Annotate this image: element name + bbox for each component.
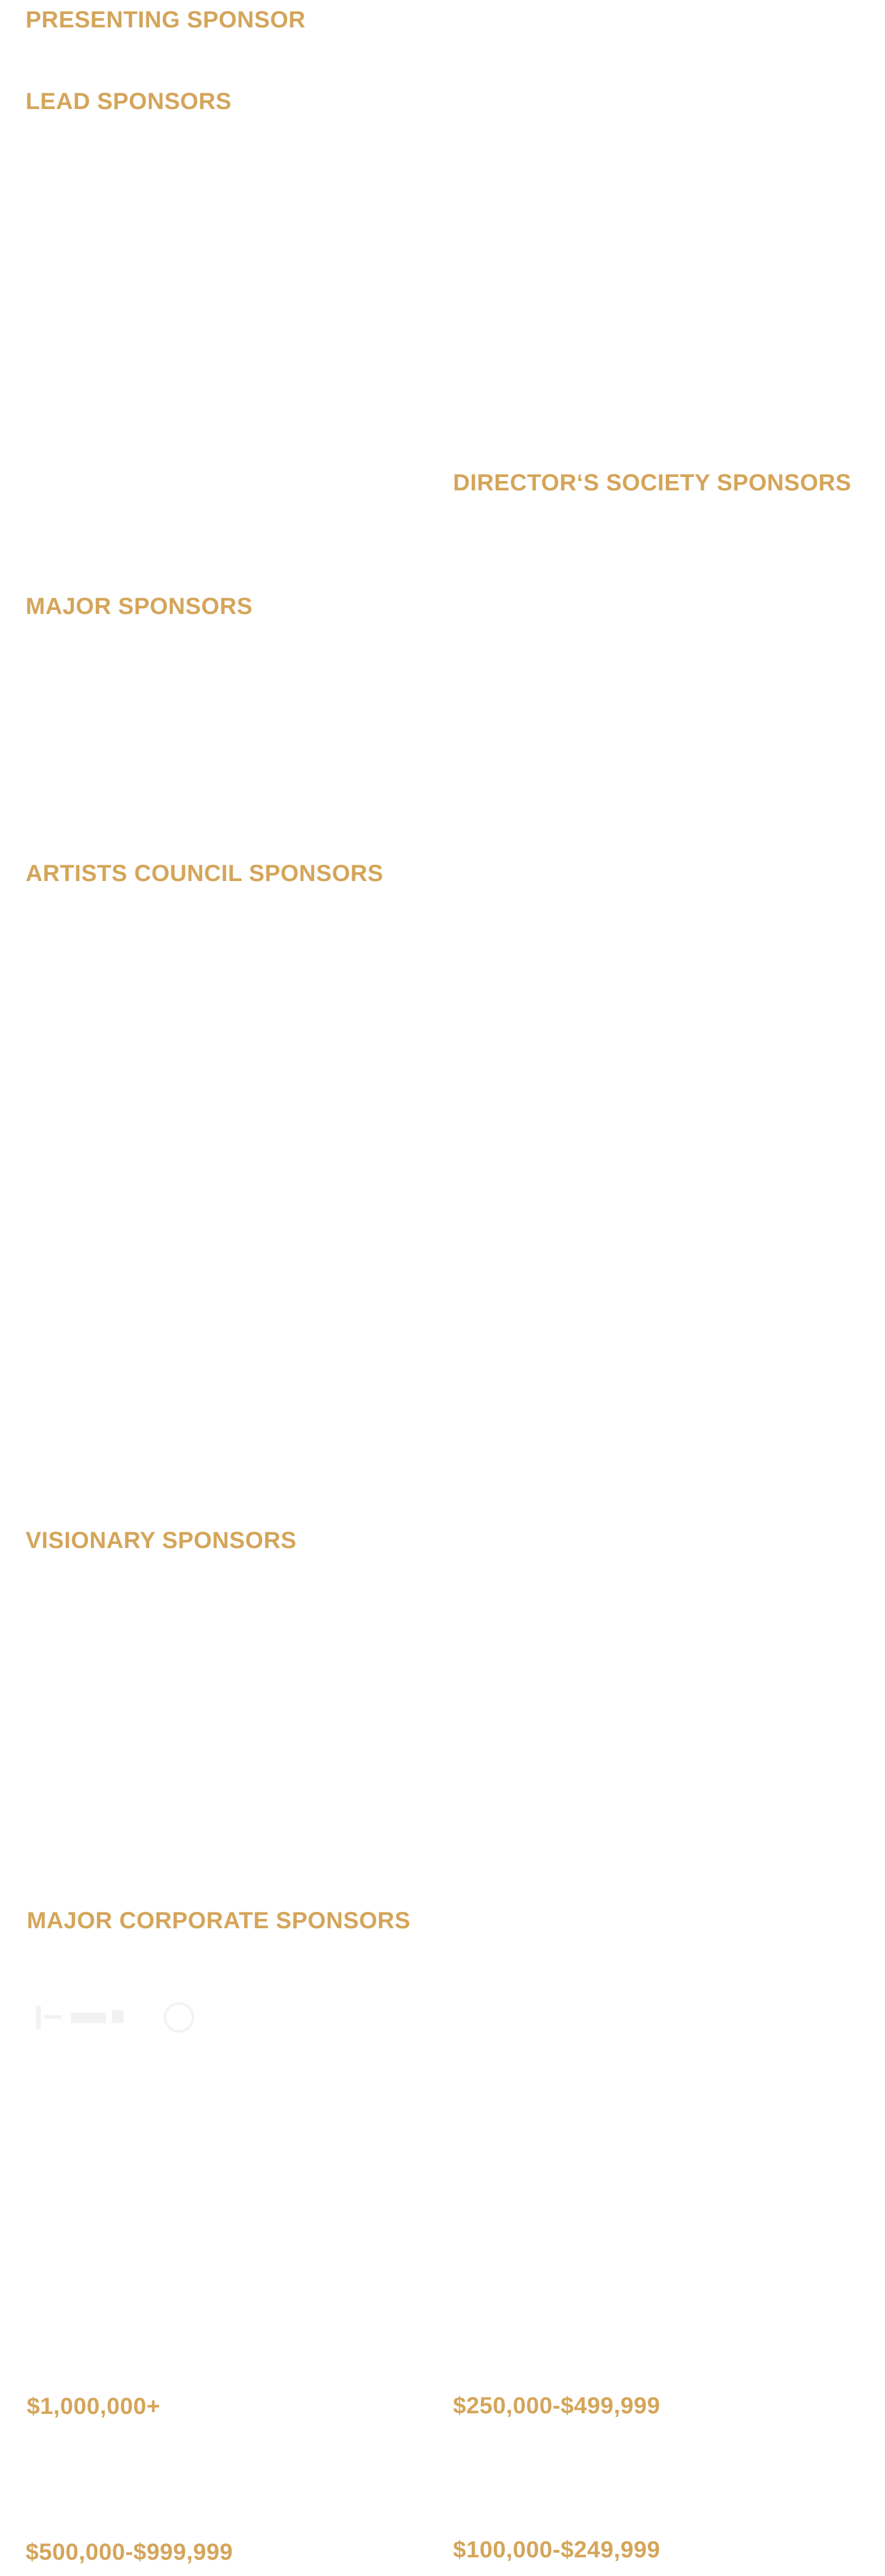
presenting-sponsor-heading: PRESENTING SPONSOR [26,7,306,33]
tier-4-heading: $100,000-$249,999 [453,2537,661,2563]
tier-1-heading: $1,000,000+ [27,2393,161,2419]
tier-2-heading: $250,000-$499,999 [453,2393,661,2419]
artists-council-sponsors-heading: ARTISTS COUNCIL SPONSORS [26,861,384,886]
visionary-sponsors-heading: VISIONARY SPONSORS [26,1528,297,1553]
tier-3-heading: $500,000-$999,999 [26,2539,233,2565]
directors-society-sponsors-heading: DIRECTOR‘S SOCIETY SPONSORS [453,470,852,496]
lead-sponsors-heading: LEAD SPONSORS [26,89,232,114]
corporate-logo-icon [36,2000,205,2035]
major-sponsors-heading: MAJOR SPONSORS [26,594,253,619]
major-corporate-sponsors-heading: MAJOR CORPORATE SPONSORS [27,1908,410,1933]
